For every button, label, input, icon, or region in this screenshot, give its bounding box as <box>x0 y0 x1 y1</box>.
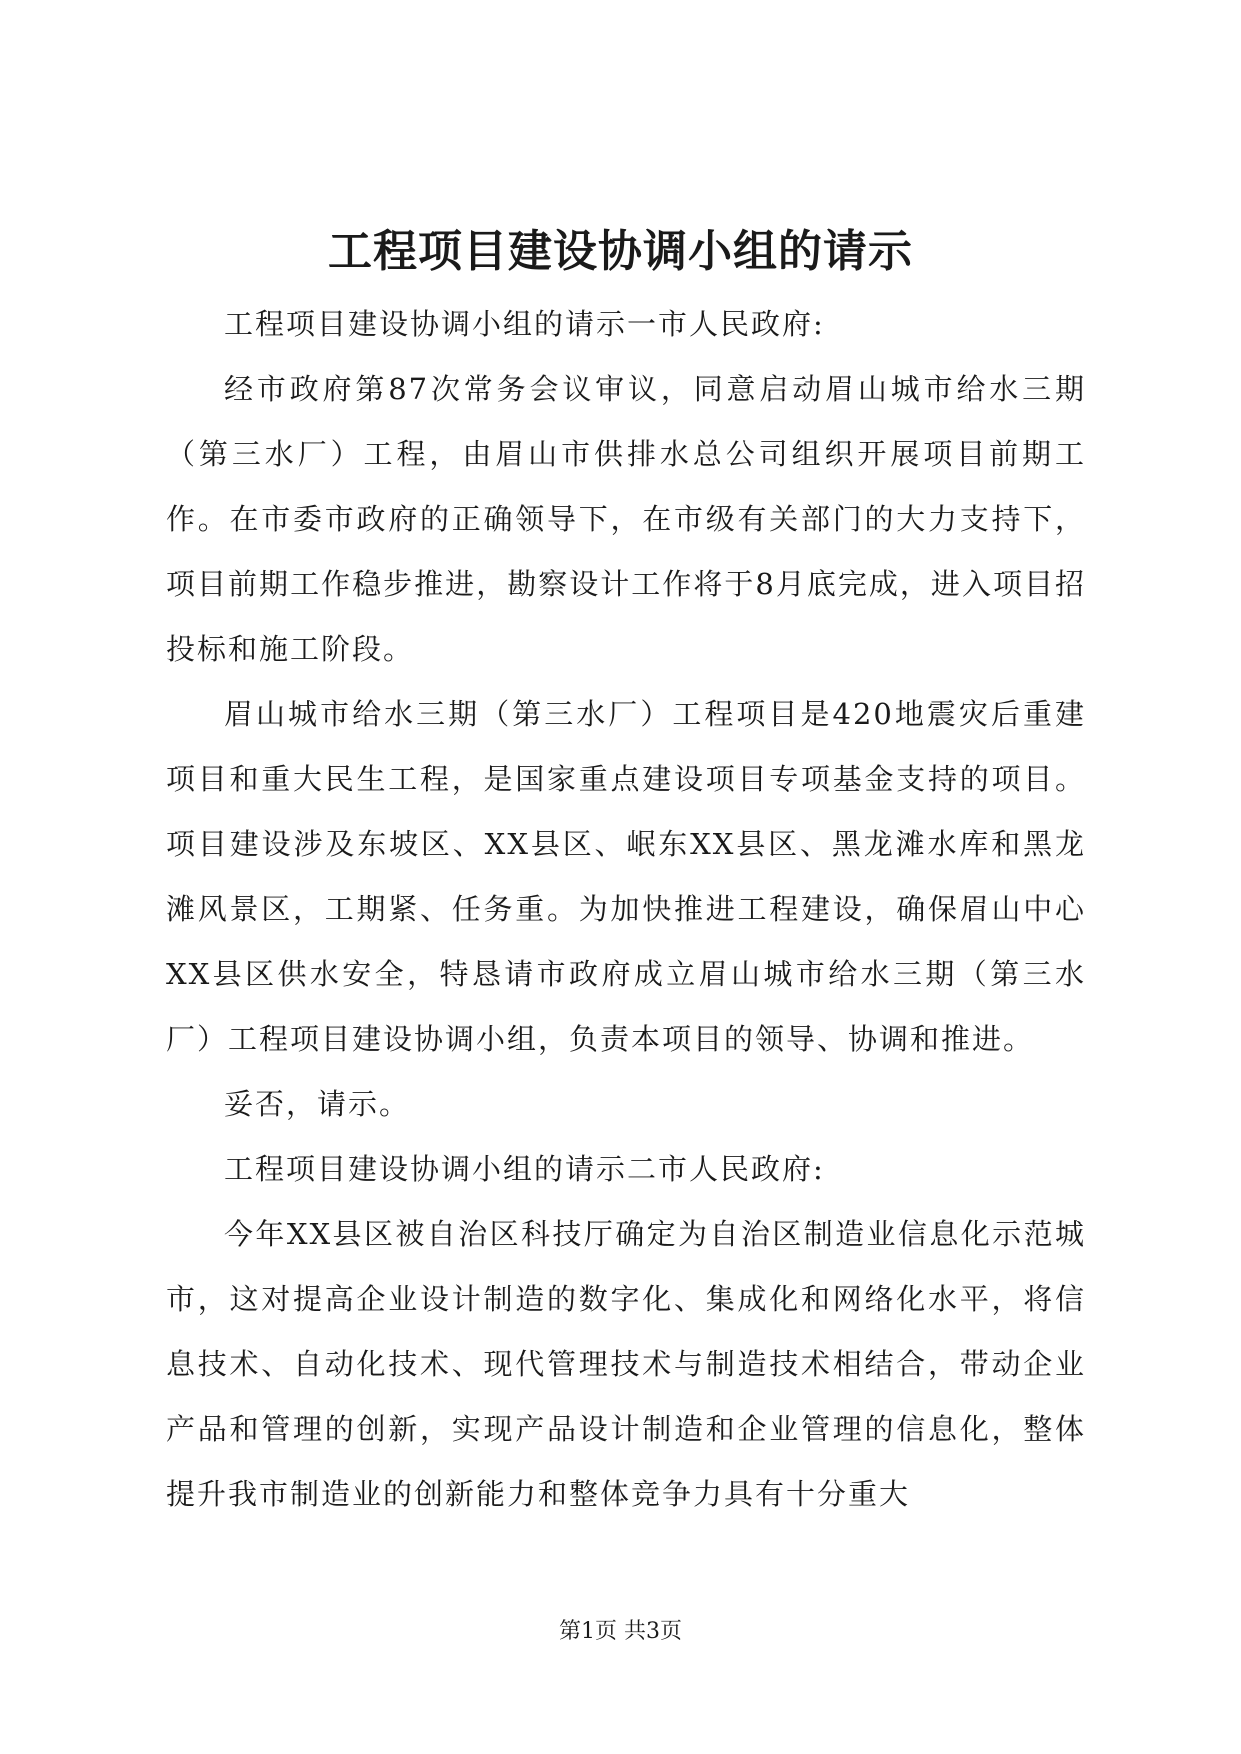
document-title: 工程项目建设协调小组的请示 <box>328 226 913 277</box>
paragraph: 妥否，请示。 <box>224 1087 411 1121</box>
paragraph: 经市政府第87次常务会议审议，同意启动眉山城市给水三期（第三水厂）工程，由眉山市供排水总公司组织开展项目前期工作。在市委市政府的正确领导下，在市级有关部门的大力支持下，项目前期工作稳步推进，勘察设计工作将于8月底完成，进入项目招投标和施工阶段。 <box>166 372 1086 666</box>
paragraph: 眉山城市给水三期（第三水厂）工程项目是420地震灾后重建项目和重大民生工程，是国家重点建设项目专项基金支持的项目。项目建设涉及东坡区、XX县区、岷东XX县区、黑龙滩水库和黑龙滩风景区，工期紧、任务重。为加快推进工程建设，确保眉山中心XX县区供水安全，特恳请市政府成立眉山城市给水三期（第三水厂）工程项目建设协调小组，负责本项目的领导、协调和推进。 <box>166 697 1086 1056</box>
page-number-footer: 第1页 共3页 <box>559 1619 682 1644</box>
paragraph: 工程项目建设协调小组的请示一市人民政府: <box>224 307 825 341</box>
document-body <box>166 292 1086 1527</box>
paragraph: 工程项目建设协调小组的请示二市人民政府: <box>224 1152 825 1186</box>
paragraph: 今年XX县区被自治区科技厅确定为自治区制造业信息化示范城市，这对提高企业设计制造的数字化、集成化和网络化水平，将信息技术、自动化技术、现代管理技术与制造技术相结合，带动企业产品和管理的创新，实现产品设计制造和企业管理的信息化，整体提升我市制造业的创新能力和整体竞争力具有十分重大 <box>166 1217 1086 1511</box>
